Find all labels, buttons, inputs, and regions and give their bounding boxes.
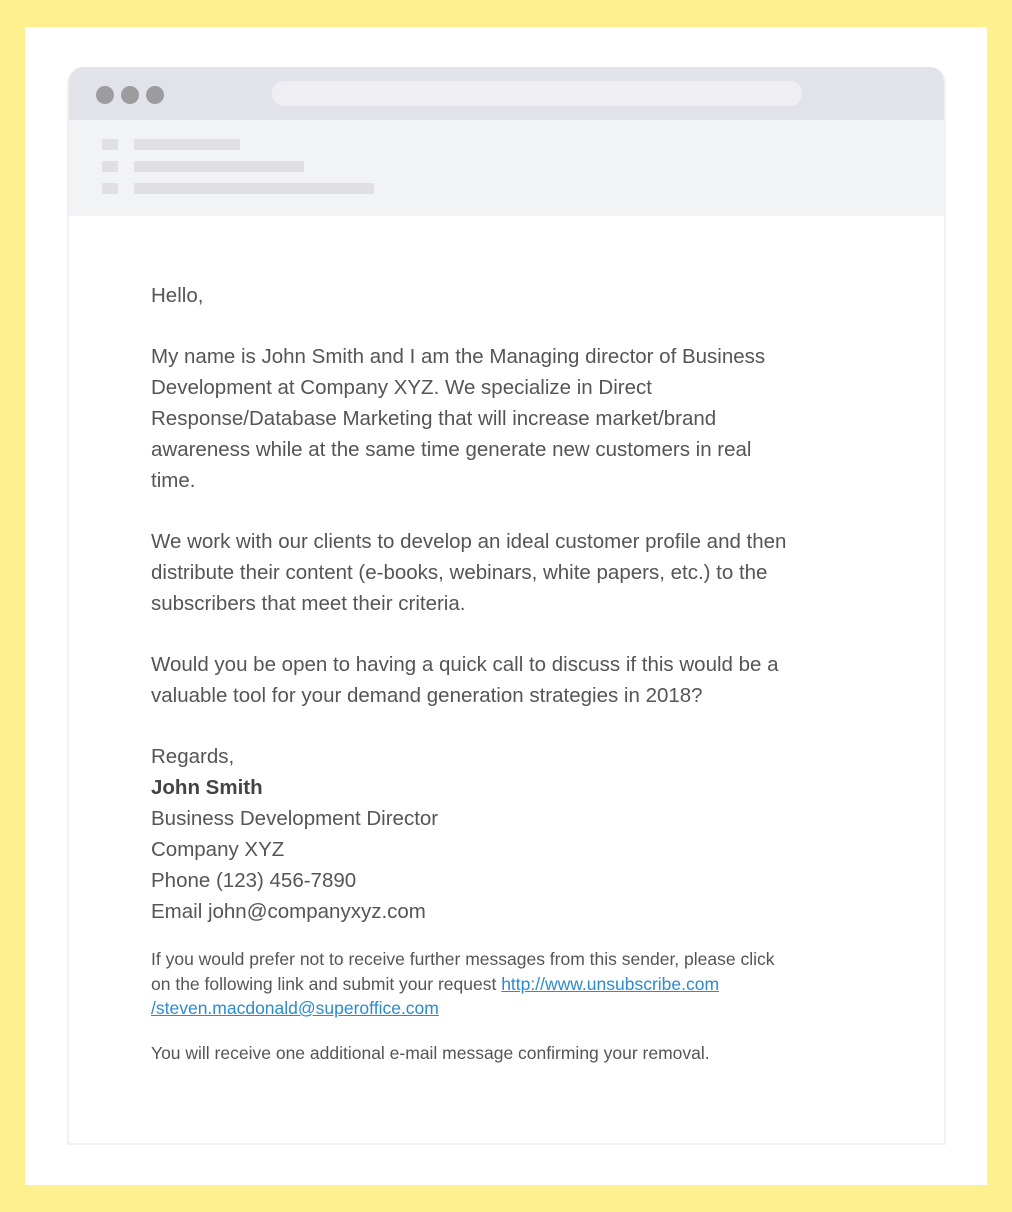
greeting: Hello, (151, 284, 204, 307)
window-close-dot-icon[interactable] (96, 86, 114, 104)
email-body (151, 280, 786, 1065)
window-titlebar (69, 67, 944, 120)
paragraph-call-to-action (151, 649, 786, 711)
paragraph-services (151, 526, 786, 619)
header-placeholder-icon (102, 161, 118, 172)
signature-phone: Phone (123) 456-7890 (151, 869, 357, 892)
signature (151, 741, 786, 927)
text-line: We work with our clients to develop an ideal customer profile and then (151, 530, 787, 553)
address-bar[interactable] (272, 81, 802, 106)
removal-confirmation: You will receive one additional e-mail message confirming your removal. (151, 1042, 710, 1063)
unsubscribe-link-continued[interactable]: /steven.macdonald@superoffice.com (151, 998, 439, 1018)
text-line: awareness while at the same time generate new customers in real (151, 438, 752, 461)
text-line: valuable tool for your demand generation strategies in 2018? (151, 684, 703, 707)
text-line: Development at Company XYZ. We specialize in Direct (151, 376, 652, 399)
signature-company: Company XYZ (151, 838, 285, 861)
header-placeholder-line (134, 183, 374, 194)
signature-title: Business Development Director (151, 807, 439, 830)
header-placeholder-icon (102, 139, 118, 150)
header-placeholder-icon (102, 183, 118, 194)
text-line: distribute their content (e-books, webinars, white papers, etc.) to the (151, 561, 768, 584)
signature-closing: Regards, (151, 745, 235, 768)
unsubscribe-notice (151, 947, 786, 1021)
signature-email: Email john@companyxyz.com (151, 900, 426, 923)
email-header-placeholder (69, 120, 944, 216)
text-segment: on the following link and submit your request (151, 973, 502, 994)
window-minimize-dot-icon[interactable] (121, 86, 139, 104)
text-line: Response/Database Marketing that will increase market/brand (151, 407, 717, 430)
header-placeholder-line (134, 161, 304, 172)
header-placeholder-line (134, 139, 240, 150)
text-line: time. (151, 469, 196, 492)
text-line: My name is John Smith and I am the Managing director of Business (151, 345, 766, 368)
text-line: subscribers that meet their criteria. (151, 592, 466, 615)
text-line: Would you be open to having a quick call to discuss if this would be a (151, 653, 779, 676)
unsubscribe-link[interactable]: http://www.unsubscribe.com (501, 973, 720, 994)
text-line: If you would prefer not to receive further messages from this sender, please click (151, 949, 775, 969)
text-line (151, 972, 786, 997)
window-maximize-dot-icon[interactable] (146, 86, 164, 104)
paragraph-intro (151, 341, 786, 496)
signature-name: John Smith (151, 776, 263, 799)
